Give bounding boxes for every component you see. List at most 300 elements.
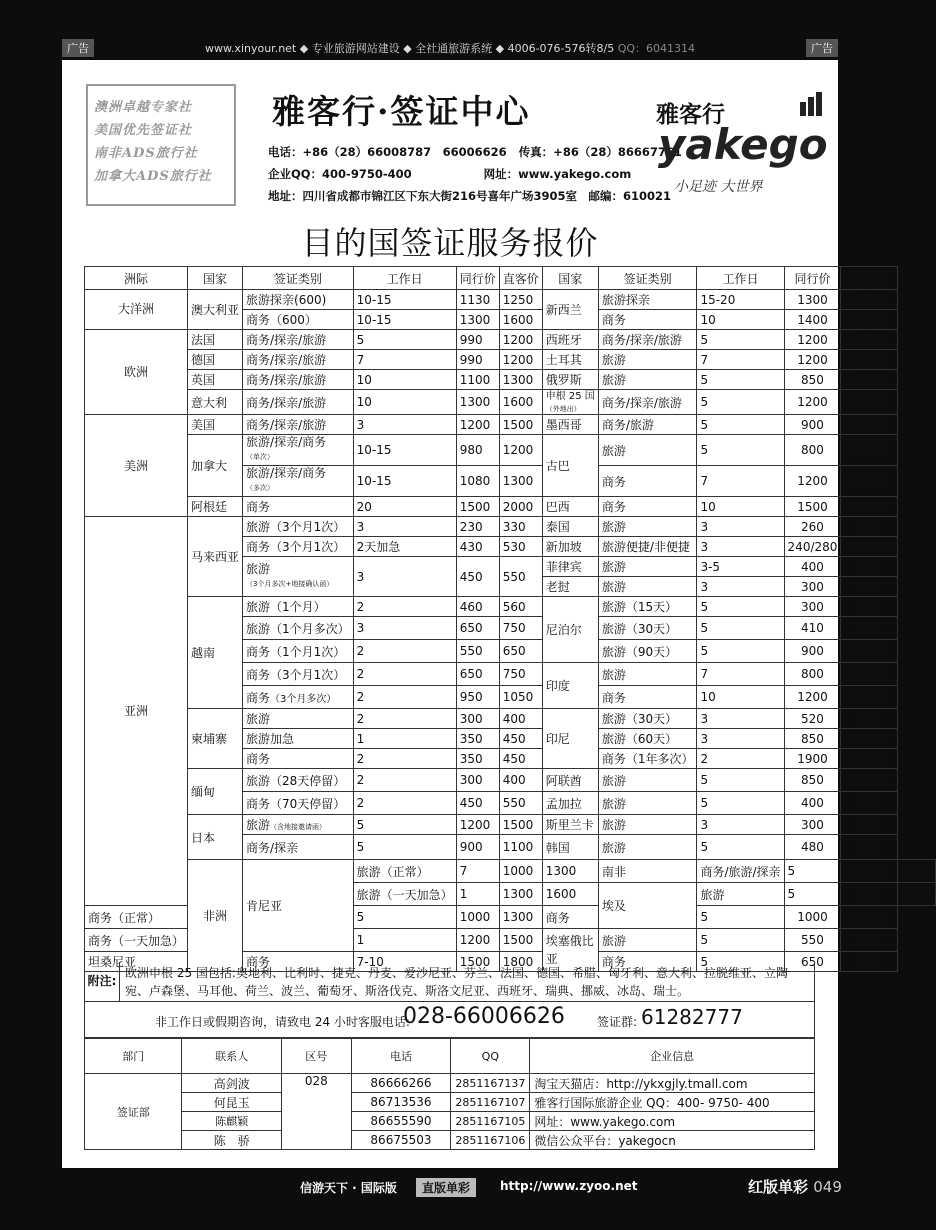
retail-price-cell: 330 xyxy=(499,517,542,537)
retail-price-cell: 600 xyxy=(841,835,898,860)
country-cell: 埃塞俄比亚 xyxy=(542,929,598,972)
retail-price-cell: 1600 xyxy=(542,883,598,906)
workdays-cell: 3 xyxy=(697,709,784,729)
workdays-cell: 5 xyxy=(697,435,784,466)
workdays-cell: 3 xyxy=(697,577,784,597)
workdays-cell: 2 xyxy=(353,640,456,663)
yakego-logo xyxy=(654,88,832,203)
visa-type-cell: 旅游（1个月） xyxy=(243,597,354,617)
country-cell: 南非 xyxy=(598,860,697,883)
retail-price-cell: 650 xyxy=(499,640,542,663)
country-cell: 印尼 xyxy=(542,709,598,769)
country-cell: 韩国 xyxy=(542,835,598,860)
bottom-section-label: 红版单彩 xyxy=(748,1178,809,1196)
peer-price-cell: 1200 xyxy=(456,415,499,435)
workdays-cell: 2 xyxy=(697,749,784,769)
peer-price-cell: 1500 xyxy=(784,497,841,517)
contact-qq-cell: 2851167137 xyxy=(451,1074,530,1093)
retail-price-cell: 1600 xyxy=(841,310,898,330)
workdays-cell: 10 xyxy=(353,390,456,415)
retail-price-cell: 1200 xyxy=(841,415,898,435)
country-cell: 日本 xyxy=(188,815,243,860)
retail-price-cell: 1000 xyxy=(841,370,898,390)
retail-price-cell: 1500 xyxy=(841,330,898,350)
peer-price-cell: 1200 xyxy=(784,350,841,370)
main-title: 目的国签证服务报价 xyxy=(301,224,599,262)
retail-price-cell: 1100 xyxy=(841,769,898,792)
country-cell: 尼泊尔 xyxy=(542,597,598,663)
peer-price-cell: 300 xyxy=(784,815,841,835)
peer-price-cell: 850 xyxy=(784,769,841,792)
ad-label-right: 广告 xyxy=(806,39,838,57)
visa-group-label: 签证群: xyxy=(597,1015,638,1029)
visa-type-cell: 旅游（30天） xyxy=(598,709,697,729)
peer-price-cell: 980 xyxy=(456,435,499,466)
workdays-cell: 1 xyxy=(353,929,456,952)
peer-price-cell: 300 xyxy=(456,709,499,729)
visa-type-cell: 商务/探亲/旅游 xyxy=(243,370,354,390)
country-cell: 新西兰 xyxy=(542,290,598,330)
retail-price-cell: 300 xyxy=(841,517,898,537)
bottom-url: http://www.zyoo.net xyxy=(500,1179,638,1193)
contact-phone-cell: 86666266 xyxy=(351,1074,451,1093)
retail-price-cell: 1000 xyxy=(841,729,898,749)
peer-price-cell: 650 xyxy=(784,952,841,972)
page-number: 049 xyxy=(813,1178,842,1196)
visa-type-cell: 旅游探亲 xyxy=(598,290,697,310)
retail-price-cell: 1500 xyxy=(841,290,898,310)
visa-type-cell: 商务 xyxy=(243,952,354,972)
country-cell: 斯里兰卡 xyxy=(542,815,598,835)
visa-type-cell: 旅游（30天） xyxy=(598,617,697,640)
visa-type-cell: 旅游（60天） xyxy=(598,729,697,749)
top-bar-qq: QQ：6041314 xyxy=(617,42,696,55)
table-header-row xyxy=(85,267,936,290)
workdays-cell: 3 xyxy=(353,557,456,597)
retail-price-cell: 1600 xyxy=(499,310,542,330)
workdays-cell: 5 xyxy=(784,860,841,883)
country-cell: 英国 xyxy=(188,370,243,390)
peer-price-cell: 1200 xyxy=(456,815,499,835)
company-info-cell: 微信公众平台：yakegocn xyxy=(530,1131,815,1150)
country-cell: 墨西哥 xyxy=(542,415,598,435)
workdays-cell: 5 xyxy=(697,952,784,972)
visa-type-cell xyxy=(243,686,354,709)
workdays-cell: 20 xyxy=(353,497,456,517)
visa-type-note: （单次） xyxy=(246,453,275,461)
workdays-cell: 5 xyxy=(784,883,841,906)
stamp-line: 南非ADS旅行社 xyxy=(94,146,198,161)
peer-price-cell: 260 xyxy=(784,517,841,537)
contact-qq-cell: 2851167106 xyxy=(451,1131,530,1150)
workdays-cell: 5 xyxy=(697,906,784,929)
peer-price-cell: 230 xyxy=(456,517,499,537)
stamp-line: 澳洲卓越专家社 xyxy=(94,100,193,115)
retail-price-cell: 1000 xyxy=(841,640,898,663)
visa-type-cell: 商务 xyxy=(598,466,697,497)
peer-price-cell: 1200 xyxy=(784,466,841,497)
workdays-cell: 5 xyxy=(697,835,784,860)
retail-price-cell: 300/340 xyxy=(841,537,898,557)
peer-price-cell: 650 xyxy=(456,663,499,686)
peer-price-cell: 850 xyxy=(784,729,841,749)
visa-type-note: （多次） xyxy=(246,484,275,492)
visa-type-cell: 商务（1个月1次） xyxy=(243,640,354,663)
visa-type-cell: 旅游（1个月多次） xyxy=(243,617,354,640)
peer-price-cell: 460 xyxy=(456,597,499,617)
workdays-cell: 5 xyxy=(353,835,456,860)
country-cell xyxy=(542,390,598,415)
country-cell: 澳大利亚 xyxy=(188,290,243,330)
table-row xyxy=(85,350,936,370)
schengen-note-box xyxy=(84,962,815,1002)
visa-type-cell: 旅游加急 xyxy=(243,729,354,749)
peer-price-cell: 900 xyxy=(784,640,841,663)
fax-text: 传真：+86（28）86667761 xyxy=(518,145,682,159)
contact-header-cell: QQ xyxy=(451,1039,530,1074)
visa-type-cell: 商务（600） xyxy=(243,310,354,330)
peer-price-cell: 1500 xyxy=(456,952,499,972)
visa-type-cell: 旅游（正常） xyxy=(353,860,456,883)
visa-type-cell: 旅游便捷/非便捷 xyxy=(598,537,697,557)
visa-type-cell: 商务（正常） xyxy=(85,906,188,929)
retail-price-cell: 550 xyxy=(841,617,898,640)
workdays-cell: 10-15 xyxy=(353,310,456,330)
retail-price-cell: 1200 xyxy=(499,330,542,350)
country-cell: 肯尼亚 xyxy=(243,860,354,952)
header-cell: 同行价 xyxy=(456,267,499,290)
continent-cell: 非洲 xyxy=(188,860,243,972)
visa-type-cell: 旅游 xyxy=(598,517,697,537)
workdays-cell: 2 xyxy=(353,769,456,792)
company-info-cell: 淘宝天猫店：http://ykxgjly.tmall.com xyxy=(530,1074,815,1093)
contact-header-cell: 企业信息 xyxy=(530,1039,815,1074)
workdays-cell: 3 xyxy=(697,815,784,835)
visa-type-cell: 商务（一天加急） xyxy=(85,929,188,952)
hotline-label: 非工作日或假期咨询，请致电 24 小时客服电话: xyxy=(155,1015,410,1029)
workdays-cell: 7 xyxy=(456,860,499,883)
peer-price-cell: 1500 xyxy=(456,497,499,517)
table-row xyxy=(85,517,936,537)
country-cell: 菲律宾 xyxy=(542,557,598,577)
visa-type-cell: 商务/探亲/旅游 xyxy=(243,390,354,415)
country-cell: 西班牙 xyxy=(542,330,598,350)
country-cell: 马来西亚 xyxy=(188,517,243,597)
visa-type-cell xyxy=(243,435,354,466)
company-info-cell: 网址：www.yakego.com xyxy=(530,1112,815,1131)
visa-type-label: 商务 xyxy=(246,690,271,705)
retail-price-cell: 1200 xyxy=(499,350,542,370)
retail-price-cell: 530 xyxy=(499,537,542,557)
contact-header-cell: 电话 xyxy=(351,1039,451,1074)
contact-table xyxy=(84,1038,815,1150)
contact-row xyxy=(85,1112,815,1131)
retail-price-cell: 1500 xyxy=(499,929,542,952)
contact-header-cell: 联系人 xyxy=(182,1039,281,1074)
peer-price-cell: 990 xyxy=(456,350,499,370)
peer-price-cell: 400 xyxy=(784,792,841,815)
qq-line xyxy=(268,166,631,182)
table-row xyxy=(85,709,936,729)
workdays-cell: 5 xyxy=(697,390,784,415)
top-bar-text xyxy=(0,40,900,56)
country-cell: 孟加拉 xyxy=(542,792,598,815)
retail-price-cell: 1200 xyxy=(499,435,542,466)
country-cell: 阿联酋 xyxy=(542,769,598,792)
peer-price-cell: 480 xyxy=(784,835,841,860)
retail-price-cell: 2000 xyxy=(499,497,542,517)
peer-price-cell: 450 xyxy=(456,792,499,815)
workdays-cell: 10-15 xyxy=(353,290,456,310)
visa-type-cell: 旅游 xyxy=(598,792,697,815)
peer-price-cell: 1300 xyxy=(784,290,841,310)
visa-type-label: 旅游/探亲/商务 xyxy=(246,466,327,480)
visa-type-cell: 旅游 xyxy=(697,883,784,906)
peer-price-cell: 990 xyxy=(456,330,499,350)
continent-cell: 亚洲 xyxy=(85,517,188,906)
visa-type-cell: 旅游 xyxy=(598,577,697,597)
contact-row xyxy=(85,1074,815,1093)
workdays-cell: 3 xyxy=(697,537,784,557)
visa-type-cell: 商务（70天停留） xyxy=(243,792,354,815)
visa-type-cell: 商务 xyxy=(598,497,697,517)
visa-type-cell: 商务/探亲/旅游 xyxy=(243,350,354,370)
table-row xyxy=(85,497,936,517)
workdays-cell: 5 xyxy=(697,597,784,617)
visa-type-cell: 商务 xyxy=(542,906,598,929)
retail-price-cell: 1300 xyxy=(542,860,598,883)
visa-type-cell: 旅游 xyxy=(598,929,697,952)
peer-price-cell: 1000 xyxy=(784,906,841,929)
workdays-cell: 10 xyxy=(697,686,784,709)
retail-price-cell: 450 xyxy=(499,729,542,749)
visa-type-cell: 旅游 xyxy=(598,835,697,860)
table-row xyxy=(85,370,936,390)
schengen-label: 申根 25 国 xyxy=(545,391,595,402)
retail-price-cell: 1100 xyxy=(841,435,898,466)
workdays-cell: 7 xyxy=(697,466,784,497)
workdays-cell: 7 xyxy=(353,350,456,370)
country-cell: 坦桑尼亚 xyxy=(85,952,188,972)
phone-line xyxy=(268,144,682,160)
company-info-cell: 雅客行国际旅游企业 QQ：400- 9750- 400 xyxy=(530,1093,815,1112)
header-cell: 洲际 xyxy=(85,267,188,290)
retail-price-cell: 1400 xyxy=(841,350,898,370)
peer-price-cell: 410 xyxy=(784,617,841,640)
visa-type-cell: 旅游（15天） xyxy=(598,597,697,617)
website-text: 网址：www.yakego.com xyxy=(483,167,632,181)
retail-price-cell: 1000 xyxy=(841,663,898,686)
peer-price-cell: 900 xyxy=(784,415,841,435)
retail-price-cell: 550 xyxy=(499,792,542,815)
workdays-cell: 10-15 xyxy=(353,466,456,497)
visa-type-cell xyxy=(243,815,354,835)
visa-type-label: 旅游/探亲/商务 xyxy=(246,435,327,449)
visa-type-cell: 旅游 xyxy=(598,370,697,390)
company-qq-text: 企业QQ：400-9750-400 xyxy=(268,167,412,181)
peer-price-cell: 1080 xyxy=(456,466,499,497)
retail-price-cell: 400 xyxy=(499,769,542,792)
retail-price-cell: 1050 xyxy=(499,686,542,709)
continent-cell: 美洲 xyxy=(85,415,188,517)
visa-type-cell: 旅游 xyxy=(598,663,697,686)
header-cell: 国家 xyxy=(542,267,598,290)
country-cell: 巴西 xyxy=(542,497,598,517)
peer-price-cell: 1200 xyxy=(784,330,841,350)
peer-price-cell: 1200 xyxy=(784,390,841,415)
peer-price-cell: 1200 xyxy=(784,686,841,709)
retail-price-cell: 400 xyxy=(499,709,542,729)
bottom-right-label xyxy=(748,1176,842,1197)
retail-price-cell: 560 xyxy=(499,597,542,617)
header-cell: 直客价 xyxy=(499,267,542,290)
peer-price-cell: 1130 xyxy=(456,290,499,310)
table-row xyxy=(85,860,936,883)
retail-price-cell: 2100 xyxy=(841,749,898,769)
peer-price-cell: 1000 xyxy=(456,906,499,929)
retail-price-cell: 1800 xyxy=(499,952,542,972)
country-cell: 美国 xyxy=(188,415,243,435)
top-bar-promo: www.xinyour.net ◆ 专业旅游网站建设 ◆ 全社通旅游系统 ◆ 4006-076-576转8/5 xyxy=(204,42,615,55)
peer-price-cell: 550 xyxy=(784,929,841,952)
visa-type-cell: 商务/探亲/旅游 xyxy=(598,390,697,415)
country-cell: 古巴 xyxy=(542,435,598,497)
contact-header-cell: 区号 xyxy=(281,1039,351,1074)
retail-price-cell: 1250 xyxy=(499,290,542,310)
workdays-cell: 3-5 xyxy=(697,557,784,577)
peer-price-cell: 900 xyxy=(456,835,499,860)
retail-price-cell: 2000 xyxy=(841,497,898,517)
retail-price-cell: 1400 xyxy=(898,860,936,883)
visa-type-label: 旅游 xyxy=(246,818,271,832)
workdays-cell: 10 xyxy=(353,370,456,390)
country-cell: 老挝 xyxy=(542,577,598,597)
table-row xyxy=(85,415,936,435)
peer-price-cell: 550 xyxy=(456,640,499,663)
visa-type-cell: 商务/旅游/探亲 xyxy=(697,860,784,883)
table-row xyxy=(85,390,936,415)
hotline-box xyxy=(84,1002,815,1038)
peer-price-cell: 430 xyxy=(456,537,499,557)
peer-price-cell: 300 xyxy=(784,597,841,617)
workdays-cell: 2 xyxy=(353,709,456,729)
visa-type-cell: 旅游 xyxy=(598,435,697,466)
workdays-cell: 5 xyxy=(697,415,784,435)
workdays-cell: 2 xyxy=(353,663,456,686)
retail-price-cell: 1500 xyxy=(841,390,898,415)
stamp-line: 加拿大ADS旅行社 xyxy=(94,169,212,184)
department-cell: 签证部 xyxy=(85,1074,182,1150)
peer-price-cell: 400 xyxy=(784,557,841,577)
phone-text: 电话：+86（28）66008787 66006626 xyxy=(268,145,507,159)
top-bar xyxy=(0,36,900,58)
contact-name-cell: 高剑波 xyxy=(182,1074,281,1093)
visa-type-cell: 商务 xyxy=(243,749,354,769)
workdays-cell: 15-20 xyxy=(697,290,784,310)
peer-price-cell: 520 xyxy=(784,709,841,729)
visa-price-table xyxy=(84,266,936,972)
visa-type-cell: 商务/探亲/旅游 xyxy=(243,415,354,435)
retail-price-cell: 1200 xyxy=(841,906,898,929)
visa-type-cell: 旅游 xyxy=(598,350,697,370)
workdays-cell: 3 xyxy=(353,517,456,537)
header-cell: 国家 xyxy=(188,267,243,290)
visa-type-cell xyxy=(243,557,354,597)
retail-price-cell: 750 xyxy=(841,929,898,952)
logo-slogan: 小足迹 大世界 xyxy=(674,179,763,195)
visa-type-cell: 旅游（90天） xyxy=(598,640,697,663)
retail-price-cell: 1500 xyxy=(499,815,542,835)
bottom-brand: 信游天下 · 国际版 xyxy=(300,1181,397,1195)
workdays-cell: 10-15 xyxy=(353,435,456,466)
contact-row xyxy=(85,1093,815,1112)
workdays-cell: 3 xyxy=(353,415,456,435)
visa-type-cell: 商务 xyxy=(243,497,354,517)
retail-price-cell: 1300 xyxy=(499,466,542,497)
visa-type-cell: 商务/探亲/旅游 xyxy=(243,330,354,350)
visa-type-cell: 商务（3个月1次） xyxy=(243,537,354,557)
retail-price-cell: 1000 xyxy=(898,883,936,906)
visa-type-cell: 旅游探亲(600) xyxy=(243,290,354,310)
retail-price-cell: 750 xyxy=(499,663,542,686)
country-cell: 埃及 xyxy=(598,883,697,929)
peer-price-cell: 350 xyxy=(456,749,499,769)
peer-price-cell: 1100 xyxy=(456,370,499,390)
table-row xyxy=(85,597,936,617)
retail-price-cell: 400 xyxy=(841,577,898,597)
workdays-cell: 7 xyxy=(697,663,784,686)
visa-type-cell: 商务/探亲/旅游 xyxy=(598,330,697,350)
workdays-cell: 5 xyxy=(697,330,784,350)
country-cell: 阿根廷 xyxy=(188,497,243,517)
retail-price-cell: 750 xyxy=(499,617,542,640)
continent-cell: 欧洲 xyxy=(85,330,188,415)
contact-phone-cell: 86675503 xyxy=(351,1131,451,1150)
retail-price-cell: 600 xyxy=(841,792,898,815)
contact-name-cell: 何昆玉 xyxy=(182,1093,281,1112)
address-text: 地址：四川省成都市锦江区下东大街216号喜年广场3905室 邮编：610021 xyxy=(268,189,672,203)
logo-bars-icon xyxy=(800,92,828,116)
visa-type-cell: 商务（3个月1次） xyxy=(243,663,354,686)
peer-price-cell: 300 xyxy=(784,577,841,597)
note-label: 附注: xyxy=(85,962,120,1001)
workdays-cell: 1 xyxy=(353,729,456,749)
workdays-cell: 5 xyxy=(697,792,784,815)
continent-cell: 大洋洲 xyxy=(85,290,188,330)
country-cell: 意大利 xyxy=(188,390,243,415)
retail-price-cell: 800 xyxy=(841,952,898,972)
visa-type-cell: 商务/探亲 xyxy=(243,835,354,860)
ad-label-left: 广告 xyxy=(62,39,94,57)
peer-price-cell: 1900 xyxy=(784,749,841,769)
workdays-cell: 2 xyxy=(353,792,456,815)
ad-page xyxy=(62,60,932,1168)
retail-price-cell: 400 xyxy=(841,597,898,617)
contact-header-row xyxy=(85,1039,815,1074)
country-cell: 俄罗斯 xyxy=(542,370,598,390)
workdays-cell: 2 xyxy=(353,597,456,617)
peer-price-cell: 1400 xyxy=(784,310,841,330)
country-cell: 德国 xyxy=(188,350,243,370)
table-row xyxy=(85,815,936,835)
workdays-cell: 5 xyxy=(697,929,784,952)
retail-price-cell: 600 xyxy=(841,557,898,577)
workdays-cell: 5 xyxy=(697,617,784,640)
peer-price-cell: 240/280 xyxy=(784,537,841,557)
workdays-cell: 7-10 xyxy=(353,952,456,972)
table-row xyxy=(85,769,936,792)
visa-type-cell: 旅游 xyxy=(598,815,697,835)
